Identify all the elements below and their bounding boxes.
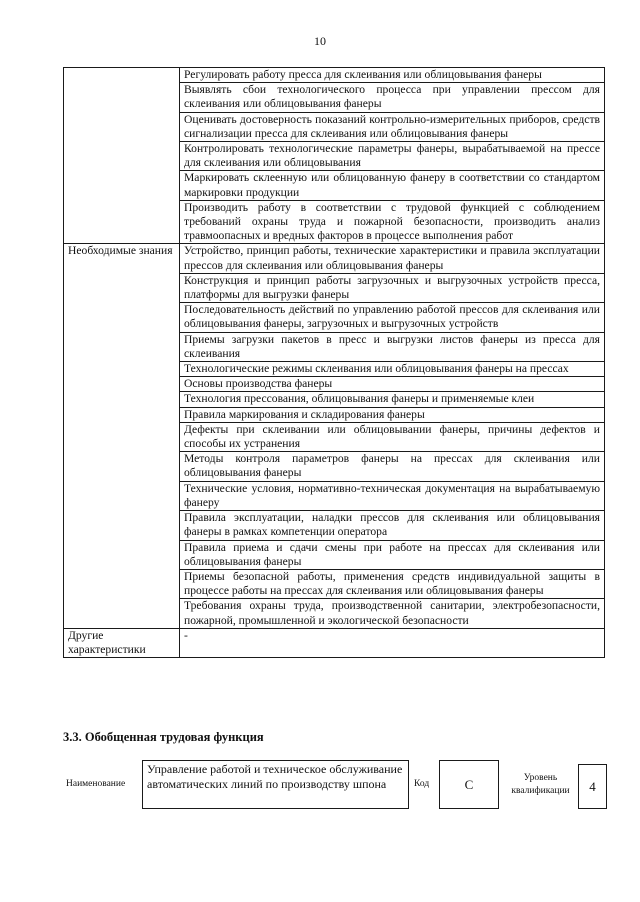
requirement-item: Маркировать склеенную или облицованную фанеру в соответствии со стандартом маркировки продукции <box>180 171 605 200</box>
group-label-cell: Другие характеристики <box>64 628 180 657</box>
requirement-item: - <box>180 628 605 657</box>
group-label-cell <box>64 68 180 244</box>
requirement-item: Основы производства фанеры <box>180 377 605 392</box>
table-row <box>64 628 605 657</box>
name-label: Наименование <box>66 779 126 789</box>
requirement-item: Последовательность действий по управлению работой прессов для склеивания или облицовывания фанеры, загрузочных и выгрузочных устройств <box>180 303 605 332</box>
requirement-item: Правила эксплуатации, наладки прессов для склеивания или облицовывания фанеры в рамках компетенции оператора <box>180 511 605 540</box>
requirement-item: Дефекты при склеивании или облицовывании фанеры, причины дефектов и способы их устранения <box>180 422 605 451</box>
requirement-item: Правила приема и сдачи смены при работе на прессах для склеивания или облицовывания фанеры <box>180 540 605 569</box>
requirement-item: Регулировать работу пресса для склеивания или облицовывания фанеры <box>180 68 605 83</box>
page-number: 10 <box>314 34 326 48</box>
requirement-item: Приемы загрузки пакетов в пресс и выгрузки листов фанеры из пресса для склеивания <box>180 332 605 361</box>
function-name-value: Управление работой и техническое обслуживание автоматических линий по производству шпона <box>142 760 409 809</box>
requirement-item: Выявлять сбои технологического процесса при управлении прессом для склеивания или облицовывания фанеры <box>180 83 605 112</box>
code-label: Код <box>414 779 430 789</box>
section-heading: 3.3. Обобщенная трудовая функция <box>63 730 264 744</box>
group-label-cell: Необходимые знания <box>64 244 180 628</box>
code-value: C <box>439 760 499 809</box>
requirements-table <box>63 67 605 658</box>
requirement-item: Контролировать технологические параметры фанеры, вырабатываемой на прессе для склеивания или облицовывания <box>180 142 605 171</box>
requirement-item: Конструкция и принцип работы загрузочных и выгрузочных устройств пресса, платформы для выгрузки фанеры <box>180 273 605 302</box>
requirement-item: Приемы безопасной работы, применения средств индивидуальной защиты в процессе работы на прессах для склеивания или облицовывания фанеры <box>180 569 605 598</box>
table-row <box>64 68 605 83</box>
requirement-item: Технологические режимы склеивания или облицовывания фанеры на прессах <box>180 362 605 377</box>
level-label: Уровень квалификации <box>511 773 570 796</box>
level-value: 4 <box>578 764 607 809</box>
requirement-item: Производить работу в соответствии с трудовой функцией с соблюдением требований охраны труда и пожарной безопасности, производить анализ травмоопасных и вредных факторов в процессе выполнения работ <box>180 200 605 244</box>
table-row <box>64 244 605 273</box>
requirements-table-body <box>64 68 605 658</box>
requirement-item: Методы контроля параметров фанеры на прессах для склеивания или облицовывания фанеры <box>180 452 605 481</box>
requirement-item: Требования охраны труда, производственной санитарии, электробезопасности, пожарной, промышленной и экологической безопасности <box>180 599 605 628</box>
requirement-item: Устройство, принцип работы, технические характеристики и правила эксплуатации прессов для склеивания или облицовывания фанеры <box>180 244 605 273</box>
requirement-item: Оценивать достоверность показаний контрольно-измерительных приборов, средств сигнализации пресса для склеивания или облицовывания фанеры <box>180 112 605 141</box>
requirement-item: Технология прессования, облицовывания фанеры и применяемые клеи <box>180 392 605 407</box>
requirement-item: Технические условия, нормативно-техническая документация на вырабатываемую фанеру <box>180 481 605 510</box>
requirement-item: Правила маркирования и складирования фанеры <box>180 407 605 422</box>
generalized-function-row <box>63 760 608 810</box>
